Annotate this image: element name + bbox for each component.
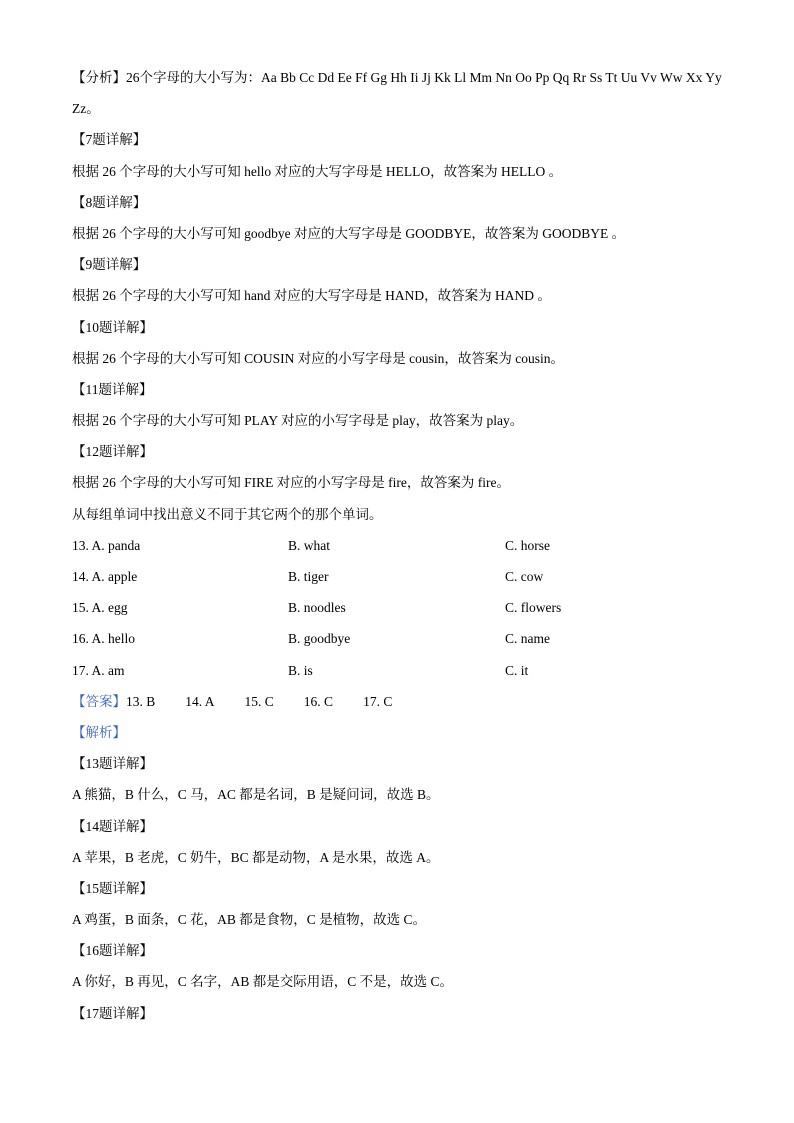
- question-row: [72, 592, 722, 623]
- detail-heading: 【7题详解】: [72, 132, 147, 148]
- answer-line: [72, 686, 722, 717]
- question-row: [72, 623, 722, 654]
- option-a: 17. A. am: [72, 662, 125, 678]
- detail-heading: 【9题详解】: [72, 257, 147, 273]
- detail-heading: 【10题详解】: [72, 319, 153, 335]
- detail-heading: 【16题详解】: [72, 943, 153, 959]
- option-b: B. goodbye: [288, 631, 351, 647]
- detail-text: 根据 26 个字母的大小写可知 FIRE 对应的小写字母是 fire，故答案为 fire。: [72, 475, 510, 491]
- explanation-tag: 【解析】: [72, 724, 126, 740]
- option-c: C. cow: [505, 569, 544, 585]
- analysis-tag: 【分析】: [72, 70, 126, 85]
- detail-heading: 【8题详解】: [72, 194, 147, 210]
- question-row: [72, 655, 722, 686]
- answer-item: 15. C: [244, 693, 274, 709]
- answer-tag: 【答案】: [72, 693, 126, 709]
- question-row: [72, 530, 722, 561]
- analysis-text: 26个字母的大小写为：Aa Bb Cc Dd Ee Ff Gg Hh Ii Jj Kk Ll Mm Nn Oo Pp Qq Rr Ss Tt Uu Vv Ww Xx Yy Zz。: [72, 70, 722, 117]
- section-instruction: 从每组单词中找出意义不同于其它两个的那个单词。: [72, 506, 383, 522]
- option-b: B. is: [288, 662, 313, 678]
- detail-text: 根据 26 个字母的大小写可知 COUSIN 对应的小写字母是 cousin，故答案为 cousin。: [72, 350, 564, 366]
- detail-text: 根据 26 个字母的大小写可知 hello 对应的大写字母是 HELLO，故答案为 HELLO 。: [72, 163, 563, 179]
- detail-heading: 【17题详解】: [72, 1005, 153, 1021]
- detail-heading: 【15题详解】: [72, 880, 153, 896]
- option-b: B. tiger: [288, 569, 329, 585]
- option-c: C. name: [505, 631, 550, 647]
- detail-heading: 【11题详解】: [72, 381, 153, 397]
- answer-item: 16. C: [303, 693, 334, 709]
- detail-heading: 【12题详解】: [72, 444, 153, 460]
- option-c: C. flowers: [505, 600, 562, 616]
- detail-text: A 苹果，B 老虎，C 奶牛，BC 都是动物，A 是水果，故选 A。: [72, 849, 440, 865]
- option-b: B. what: [288, 537, 330, 553]
- detail-text: 根据 26 个字母的大小写可知 PLAY 对应的小写字母是 play，故答案为 play。: [72, 413, 524, 429]
- answer-item: 14. A: [185, 693, 215, 709]
- answer-item: 13. B: [126, 693, 156, 709]
- option-c: C. it: [505, 662, 529, 678]
- option-b: B. noodles: [288, 600, 346, 616]
- detail-text: A 你好，B 再见，C 名字，AB 都是交际用语，C 不是，故选 C。: [72, 974, 454, 990]
- option-a: 16. A. hello: [72, 631, 135, 647]
- analysis-intro: [72, 62, 722, 124]
- detail-text: 根据 26 个字母的大小写可知 goodbye 对应的大写字母是 GOODBYE，故答案为 GOODBYE 。: [72, 225, 626, 241]
- detail-heading: 【13题详解】: [72, 756, 153, 772]
- detail-text: 根据 26 个字母的大小写可知 hand 对应的大写字母是 HAND，故答案为 HAND 。: [72, 288, 551, 304]
- option-a: 15. A. egg: [72, 600, 128, 616]
- detail-heading: 【14题详解】: [72, 818, 153, 834]
- option-a: 13. A. panda: [72, 537, 141, 553]
- question-row: [72, 561, 722, 592]
- detail-text: A 鸡蛋，B 面条，C 花，AB 都是食物，C 是植物，故选 C。: [72, 912, 427, 928]
- option-c: C. horse: [505, 537, 550, 553]
- option-a: 14. A. apple: [72, 569, 138, 585]
- answer-item: 17. C: [363, 693, 393, 709]
- detail-text: A 熊猫，B 什么，C 马，AC 都是名词，B 是疑问词，故选 B。: [72, 787, 440, 803]
- document-page: [72, 62, 722, 1029]
